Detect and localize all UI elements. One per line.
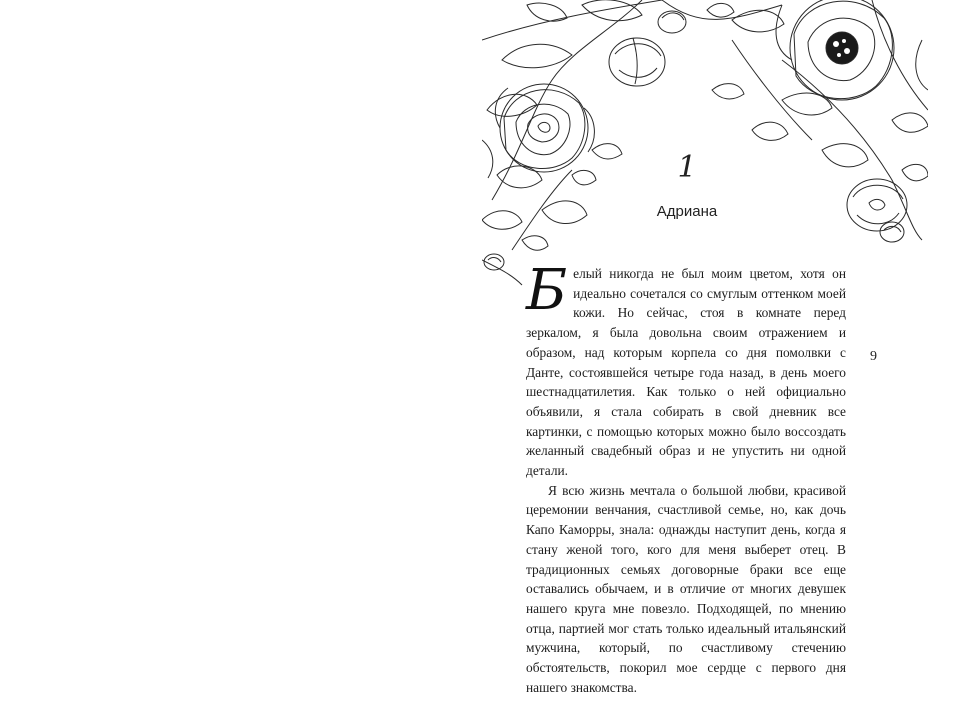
paragraph-2: Я всю жизнь мечтала о большой любви, красивой церемонии венчания, счастливой семье, но, как дочь Капо Каморры, знала: однажды наступит день, когда я стану женой того, кого для меня выберет отец. В традиционных семьях договорные браки все еще оставались обычаем, и в отличие от многих девушек нашего круга мне повезло. Подходящей, по мнению отца, партией мог стать только идеальный итальянский мужчина, который, по счастливому стечению обстоятельств, покорил мое сердце с первого дня нашего знакомства.	[526, 482, 846, 695]
chapter-title: Адриана	[656, 203, 718, 220]
paragraph-1	[526, 258, 846, 481]
paragraph-1-text: елый никогда не был моим цветом, хотя он идеально сочетался со смуглым оттенком моей кожи. Но сейчас, стоя в комнате перед зеркалом, я была довольна своим отражением и образом, над которым корпела со дня помолвки с Данте, состоявшейся четыре года назад, в день моего шестнадцатилетия. Как только о ней официально объявили, я стала собирать в свой дневник все картинки, с помощью которых можно было воссоздать желанный свадебный образ и не упустить ни одной детали.	[526, 266, 846, 479]
drop-cap: Б	[526, 258, 568, 323]
chapter-number: 1	[677, 150, 697, 185]
body-text	[526, 258, 846, 697]
page-number: 9	[870, 349, 877, 364]
book-page	[482, 0, 928, 720]
